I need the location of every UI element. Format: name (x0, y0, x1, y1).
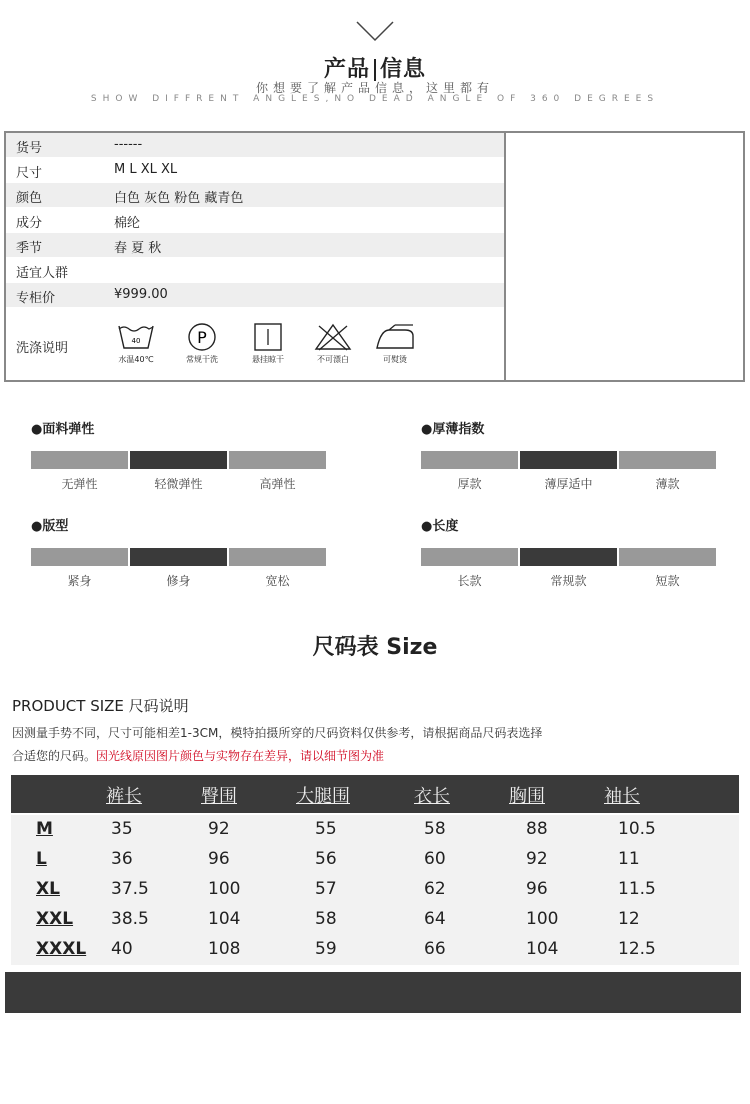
info-key: 颜色 (16, 191, 43, 206)
scale-title: ●版型 (31, 519, 69, 534)
title-left: 产品 (323, 57, 370, 82)
size-value: 55 (315, 819, 337, 839)
size-value: 11.5 (618, 879, 656, 899)
size-label: XXL (36, 909, 74, 929)
no-bleach-label: 不可漂白 (317, 355, 349, 364)
scale-bar (31, 451, 327, 491)
info-key: 适宜人群 (16, 266, 69, 281)
size-value: 108 (208, 939, 241, 959)
size-value: 57 (315, 879, 337, 899)
hang-dry-label: 悬挂晾干 (252, 355, 284, 364)
size-value: 88 (526, 819, 548, 839)
size-value: 100 (526, 909, 559, 929)
dry-clean-letter: P (197, 328, 207, 347)
size-value: 35 (111, 819, 133, 839)
scale-option-label: 修身 (166, 574, 191, 588)
scale-option-label: 薄厚适中 (544, 477, 593, 491)
scale-title: ●长度 (421, 519, 459, 534)
size-value: 66 (424, 939, 446, 959)
size-value: 59 (315, 939, 337, 959)
info-key: 尺寸 (16, 166, 43, 181)
size-value: 92 (526, 849, 548, 869)
size-value: 36 (111, 849, 133, 869)
scale-title: ●厚薄指数 (421, 422, 485, 437)
size-value: 58 (315, 909, 337, 929)
size-column-header: 臀围 (201, 786, 237, 807)
scale-segment (229, 548, 326, 566)
info-key: 货号 (16, 141, 43, 156)
scale-option-label: 短款 (655, 574, 680, 588)
size-value: 62 (424, 879, 446, 899)
iron-label: 可熨烫 (383, 355, 407, 364)
scale-bar (421, 451, 717, 491)
size-value: 11 (618, 849, 640, 869)
scale-option-label: 常规款 (550, 574, 587, 588)
size-value: 12.5 (618, 939, 656, 959)
subtitle-cn: 你想要了解产品信息，这里都有 (255, 81, 494, 95)
table-divider (504, 131, 506, 382)
size-table-row (11, 935, 739, 965)
size-table-row (11, 905, 739, 935)
size-note-line1: 因测量手势不同，尺寸可能相差1-3CM，模特拍摄所穿的尺码资料仅供参考，请根据商品尺码表选择 (12, 726, 543, 740)
scale-segment (619, 548, 716, 566)
scale-option-label: 薄款 (655, 477, 680, 491)
size-value: 60 (424, 849, 446, 869)
info-value: 春 夏 秋 (114, 241, 162, 256)
info-row (6, 283, 504, 307)
scale-segment (31, 451, 128, 469)
scale-option-label: 高弹性 (259, 477, 296, 491)
scale-option-label: 宽松 (265, 574, 290, 588)
dry-clean-icon (172, 322, 232, 365)
product-size-title: PRODUCT SIZE 尺码说明 (12, 697, 189, 715)
no-bleach-icon (303, 322, 363, 365)
scale-option-label: 厚款 (457, 477, 482, 491)
info-key: 季节 (16, 241, 43, 256)
dry-clean-label: 常规干洗 (186, 355, 218, 364)
info-row (6, 208, 504, 232)
info-row (6, 258, 504, 282)
info-value: ¥999.00 (114, 287, 168, 302)
size-column-header: 大腿围 (296, 786, 350, 807)
size-label: XXXL (36, 939, 87, 959)
size-value: 100 (208, 879, 241, 899)
scale-segment (619, 451, 716, 469)
size-column-header: 衣长 (414, 786, 450, 807)
scale-option-label: 无弹性 (61, 477, 98, 491)
scale-segment-selected (130, 548, 227, 566)
scale-bar (421, 548, 717, 588)
size-value: 12 (618, 909, 640, 929)
size-note-line2 (12, 747, 384, 764)
size-value: 92 (208, 819, 230, 839)
size-value: 56 (315, 849, 337, 869)
size-value: 38.5 (111, 909, 149, 929)
size-value: 96 (526, 879, 548, 899)
scale-segment (421, 548, 518, 566)
info-value: 白色 灰色 粉色 藏青色 (114, 191, 244, 206)
size-table-row (11, 875, 739, 905)
wash-temp: 40 (131, 337, 141, 345)
size-value: 37.5 (111, 879, 149, 899)
scale-segment (31, 548, 128, 566)
info-key: 成分 (16, 216, 43, 231)
info-row (6, 158, 504, 182)
hang-dry-icon (238, 322, 298, 365)
size-table-row (11, 845, 739, 875)
size-value: 64 (424, 909, 446, 929)
size-value: 40 (111, 939, 133, 959)
scale-option-label: 长款 (457, 574, 482, 588)
scale-bar (31, 548, 327, 588)
scale-segment-selected (520, 548, 617, 566)
info-key: 专柜价 (16, 291, 56, 306)
size-label: XL (36, 879, 60, 899)
info-value: M L XL XL (114, 162, 178, 177)
washing-label: 洗涤说明 (16, 341, 69, 356)
size-table-header (11, 775, 739, 813)
info-row (6, 233, 504, 257)
size-value: 104 (208, 909, 241, 929)
size-value: 58 (424, 819, 446, 839)
iron-icon (365, 322, 425, 365)
size-label: L (36, 849, 47, 869)
footer-bar (5, 972, 741, 1013)
wash-40-label: 水温40℃ (118, 355, 154, 364)
size-value: 10.5 (618, 819, 656, 839)
wash-40-icon (106, 322, 166, 365)
scale-segment-selected (520, 451, 617, 469)
scale-segment-selected (130, 451, 227, 469)
scale-segment (229, 451, 326, 469)
title-right: 信息 (380, 57, 427, 82)
info-row (6, 183, 504, 207)
size-value: 104 (526, 939, 559, 959)
size-value: 96 (208, 849, 230, 869)
scale-option-label: 轻微弹性 (154, 477, 203, 491)
size-note-red: 因光线原因图片颜色与实物存在差异，请以细节图为准 (96, 749, 385, 763)
info-value: 棉纶 (114, 216, 141, 231)
scale-title: ●面料弹性 (31, 422, 95, 437)
size-table-row (11, 815, 739, 845)
info-value: ------ (114, 137, 143, 152)
scale-segment (421, 451, 518, 469)
size-note-black: 合适您的尺码。 (12, 749, 97, 763)
size-heading: 尺码表 Size (312, 635, 438, 660)
size-column-header: 裤长 (106, 786, 142, 807)
size-label: M (36, 819, 53, 839)
size-column-header: 胸围 (509, 786, 545, 807)
scale-option-label: 紧身 (67, 574, 92, 588)
size-column-header: 袖长 (604, 786, 640, 807)
chevron-down-icon (356, 20, 394, 42)
subtitle-en: SHOW DIFFRENT ANGLES,NO DEAD ANGLE OF 360 DEGREES (90, 94, 660, 104)
info-row (6, 133, 504, 157)
